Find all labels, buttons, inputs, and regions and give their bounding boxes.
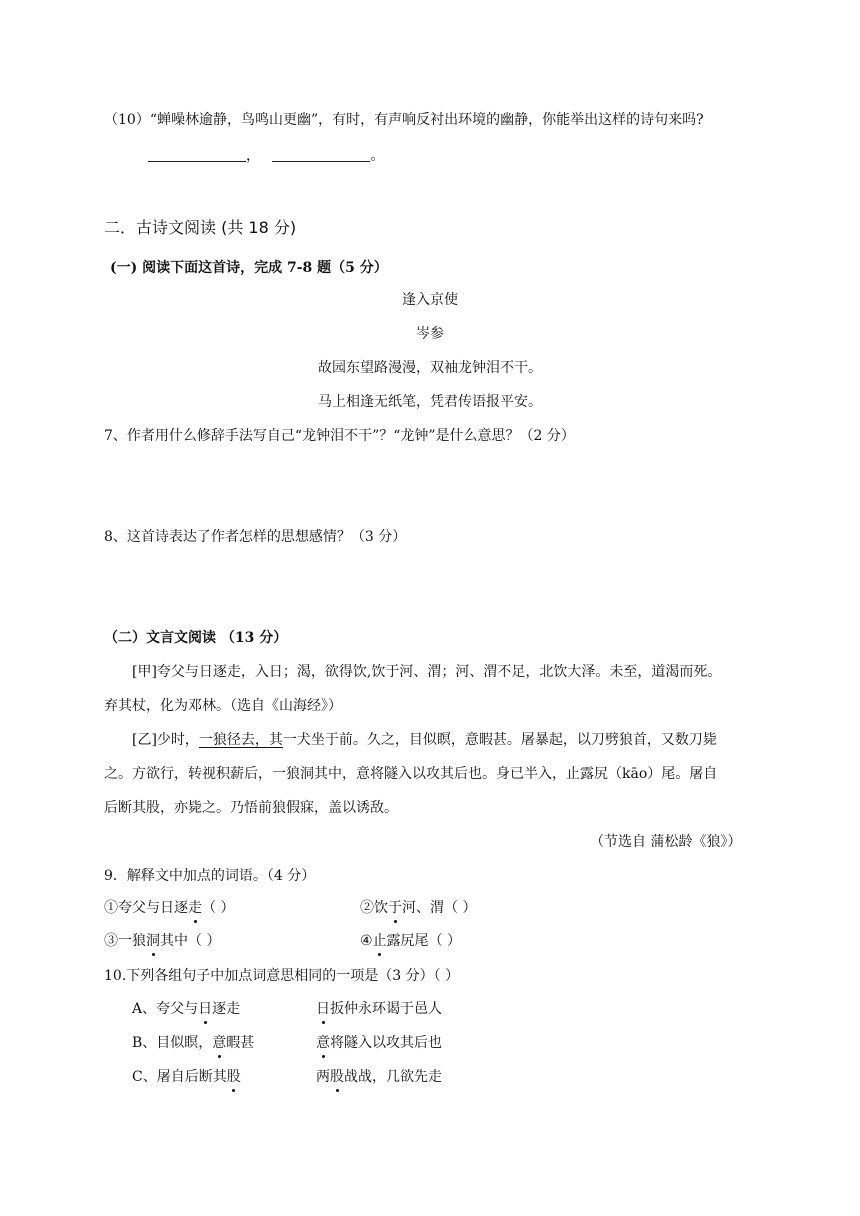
question-8: 8、这首诗表达了作者怎样的思想感情？（3 分） [104, 529, 407, 545]
underlined-phrase: 一狼径去，其 [198, 732, 283, 748]
option-text: C、屠自后断其 [132, 1069, 227, 1085]
answer-blanks [148, 146, 384, 166]
option-b-left[interactable] [132, 1033, 254, 1053]
item-text: 河、渭 [402, 900, 444, 916]
item-text: ②饮 [360, 900, 388, 916]
q9-item-1 [104, 898, 234, 918]
option-c-left[interactable] [132, 1067, 241, 1087]
poem-line-2: 马上相逢无纸笔，凭君传语报平安。 [318, 394, 542, 410]
item-text: ④ [360, 933, 373, 949]
section-2-title: 二．古诗文阅读 (共 18 分) [104, 218, 297, 237]
item-text: 其中 [160, 933, 188, 949]
blank-end-mark: 。 [370, 148, 385, 164]
answer-bracket[interactable]: （ ） [188, 933, 221, 949]
blank-separator: ， [246, 148, 260, 164]
item-text: ③一狼 [104, 933, 146, 949]
dotted-word: 止 [372, 933, 387, 949]
poem-title: 逢入京使 [402, 292, 458, 308]
passage-yi-line-1 [132, 730, 717, 750]
passage-yi-line-2: 之。方欲行，转视积薪后，一狼洞其中，意将隧入以攻其后也。身已半入，止露尻（kāo）尾。屠自 [104, 766, 718, 782]
passage-text: [乙]少时， [132, 732, 199, 748]
dotted-word: 股 [226, 1069, 241, 1085]
dotted-word: 洞 [146, 933, 160, 949]
poem-author: 岑参 [416, 326, 444, 342]
option-a-right [316, 999, 442, 1019]
option-c-right [316, 1067, 442, 1087]
answer-blank-1[interactable] [148, 147, 246, 162]
option-text: 扳仲永环谒于邑人 [330, 1001, 442, 1017]
passage-text: 一犬坐于前。久之，目似瞑，意暇甚。屠暴起，以刀劈狼首，又数刀毙 [282, 732, 717, 748]
passage-yi-line-3: 后断其股，亦毙之。乃悟前狼假寐，盖以诱敌。 [104, 800, 398, 816]
q9-item-2 [360, 898, 476, 918]
dotted-word: 意 [316, 1035, 330, 1051]
answer-bracket[interactable]: （ ） [202, 900, 235, 916]
option-text: 战战，几欲先走 [344, 1069, 442, 1085]
part-2-heading: （二）文言文阅读 （13 分） [104, 630, 288, 646]
question-9-title: 9．解释文中加点的词语。（4 分） [104, 868, 316, 884]
option-text: 逐走 [212, 1001, 241, 1017]
item-text: ①夸父与日逐 [104, 900, 188, 916]
q9-item-3 [104, 931, 220, 951]
question-7: 7、作者用什么修辞手法写自己“龙钟泪不干”？“龙钟”是什么意思？（2 分） [104, 428, 575, 444]
option-text: A、夸父与 [132, 1001, 199, 1017]
passage-source: （节选自 蒲松龄《狼》） [590, 834, 742, 850]
option-text: 将隧入以攻其后也 [330, 1035, 442, 1051]
passage-jia-line-1: [甲]夸父与日逐走，入日；渴，欲得饮,饮于河、渭；河、渭不足，北饮大泽。未至，道渴而死。 [132, 664, 722, 680]
option-text: 暇甚 [226, 1035, 255, 1051]
answer-bracket[interactable]: （ ） [428, 933, 462, 949]
dotted-word: 意 [212, 1035, 227, 1051]
answer-bracket[interactable]: （ ） [444, 900, 477, 916]
q9-item-4 [360, 931, 461, 951]
poem-line-1: 故园东望路漫漫，双袖龙钟泪不干。 [318, 360, 542, 376]
dotted-word: 于 [388, 900, 402, 916]
option-text: B、目似瞑， [132, 1035, 213, 1051]
option-a-left[interactable] [132, 999, 240, 1019]
dotted-word: 走 [188, 900, 202, 916]
dotted-word: 日 [316, 1001, 330, 1017]
dotted-word: 股 [330, 1069, 344, 1085]
part-1-heading: (一) 阅读下面这首诗，完成 7-8 题（5 分） [110, 260, 388, 276]
question-10-prompt: （10）“蝉噪林逾静，鸟鸣山更幽”，有时，有声响反衬出环境的幽静，你能举出这样的诗句来吗? [104, 112, 704, 128]
item-text: 露尻尾 [386, 933, 429, 949]
answer-blank-2[interactable] [272, 147, 370, 162]
question-10-title: 10.下列各组句子中加点词意思相同的一项是（3 分）（ ） [104, 968, 460, 984]
dotted-word: 日 [198, 1001, 213, 1017]
passage-jia-line-2: 弃其杖，化为邓林。（选自《山海经》） [104, 698, 342, 714]
option-b-right [316, 1033, 442, 1053]
option-text: 两 [316, 1069, 330, 1085]
